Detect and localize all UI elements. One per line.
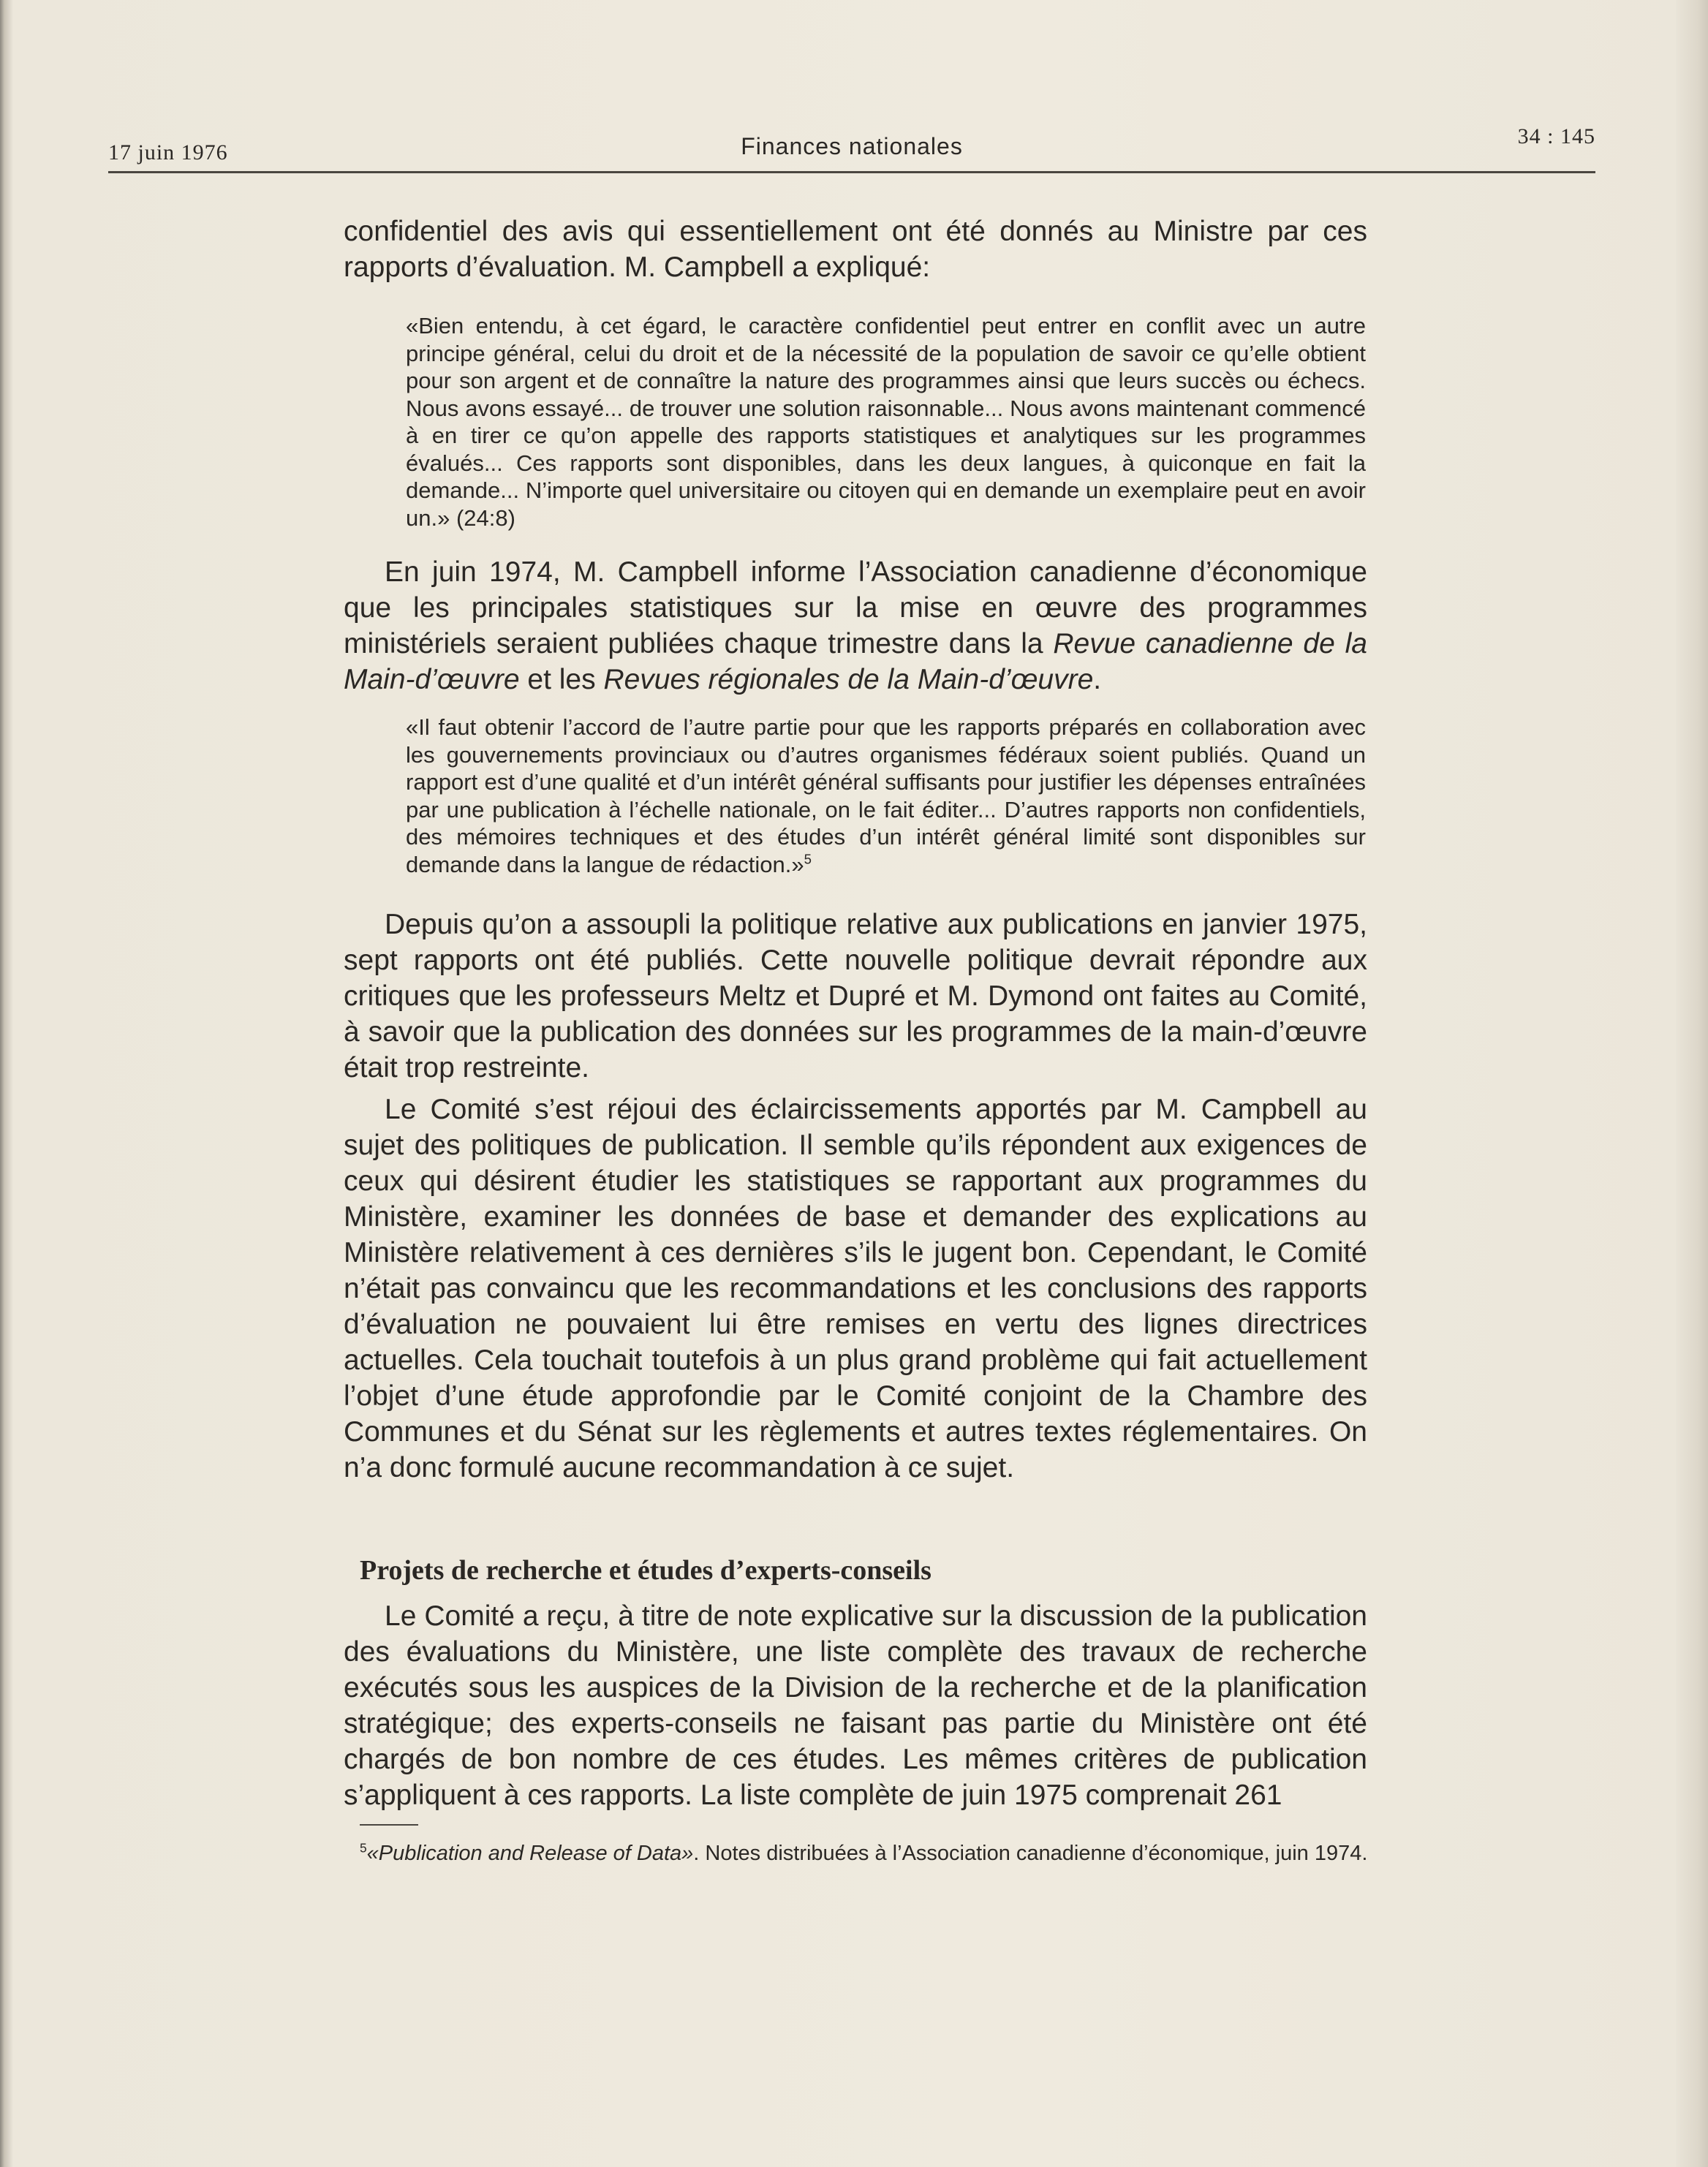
journal-title-2: Revues régionales de la Main-d’œuvre <box>603 664 1094 695</box>
block-quote-1: «Bien entendu, à cet égard, le caractère confidentiel peut entrer en conflit avec un autre principe général, celui du droit et de la nécessité de la population de savoir ce qu’elle obtient pour son argent et de connaître la nature des programmes ainsi que leurs succès ou échecs. Nous avons essayé... de trouver une solution raisonnable... Nous avons maintenant commencé à en tirer ce qu’on appelle des rapports statistiques et analytiques sur les programmes évalués... Ces rapports sont disponibles, dans les deux langues, à quiconque en fait la demande... N’importe quel universitaire ou citoyen qui en demande un exemplaire peut en avoir un.» (24:8) <box>406 313 1366 531</box>
paragraph-5: Le Comité a reçu, à titre de note explicative sur la discussion de la publication des évaluations du Ministère, une liste complète des travaux de recherche exécutés sous les auspices de la Division de la recherche et de la planification stratégique; des experts-conseils ne faisant pas partie du Ministère ont été chargés de bon nombre de ces études. Les mêmes critères de publication s’appliquent à ces rapports. La liste complète de juin 1975 comprenait 261 <box>344 1600 1367 1811</box>
page-edge-shadow <box>1676 0 1708 2167</box>
block-quote-2: «Il faut obtenir l’accord de l’autre partie pour que les rapports préparés en collaboration avec les gouvernements provinciaux ou d’autres organismes fédéraux soient publiés. Quand un rapport est d’une qualité et d’un intérêt général suffisants pour justifier les dépenses entraînées par une publication à l’échelle nationale, on le fait éditer... D’autres rapports non confidentiels, des mémoires techniques et des études d’un intérêt général limité sont disponibles sur demande dans la langue de rédaction.»$^5$ <box>406 714 1366 877</box>
paragraph-3: Depuis qu’on a assoupli la politique relative aux publications en janvier 1975, sept rapports ont été publiés. Cette nouvelle politique devrait répondre aux critiques que les professeurs Meltz et Dupré et M. Dymond ont faites au Comité, à savoir que la publication des données sur les programmes de la main-d’œuvre était trop restreinte. <box>344 909 1367 1084</box>
footnote: $^5$«Publication and Release of Data». Notes distribuées à l’Association canadienne d’économique, juin 1974. <box>360 1840 1368 1865</box>
footnote-source: «Publication and Release of Data» <box>366 1842 694 1865</box>
footnote-number: 5 <box>360 1840 367 1856</box>
footnote-reference: 5 <box>804 851 812 867</box>
paragraph-4: Le Comité s’est réjoui des éclaircissements apportés par M. Campbell au sujet des politiques de publication. Il semble qu’ils répondent aux exigences de ceux qui désirent étudier les statistiques se rapportant aux programmes du Ministère, examiner les données de base et demander des explications au Ministère relativement à ces dernières s’ils le jugent bon. Cependant, le Comité n’était pas convaincu que les recommandations et les conclusions des rapports d’évaluation ne pouvaient lui être remises en vertu des lignes directrices actuelles. Cela touchait toutefois à un plus grand problème qui fait actuellement l’objet d’une étude approfondie par le Comité conjoint de la Chambre des Communes et du Sénat sur les règlements et autres textes réglementaires. On n’a donc formulé aucune recommandation à ce sujet. <box>344 1094 1367 1483</box>
header-date: 17 juin 1976 <box>108 140 228 164</box>
journal-title-1: Revue canadienne de la Main-d’œuvre <box>344 628 1367 695</box>
paragraph-1: confidentiel des avis qui essentiellement ont été donnés au Ministre par ces rapports d’évaluation. M. Campbell a expliqué: <box>344 216 1367 283</box>
footnote-rule <box>360 1824 418 1826</box>
header-title: Finances nationales <box>741 133 963 159</box>
running-header <box>108 124 1595 173</box>
paragraph-2: En juin 1974, M. Campbell informe l’Association canadienne d’économique que les principales statistiques sur la mise en œuvre des programmes ministériels seraient publiées chaque trimestre dans la Revue canadienne de la Main-d’œuvre et les Revues régionales de la Main-d’œuvre. <box>344 556 1367 695</box>
section-heading: Projets de recherche et études d’experts-conseils <box>360 1555 932 1586</box>
header-page-number: 34 : 145 <box>1517 124 1595 148</box>
